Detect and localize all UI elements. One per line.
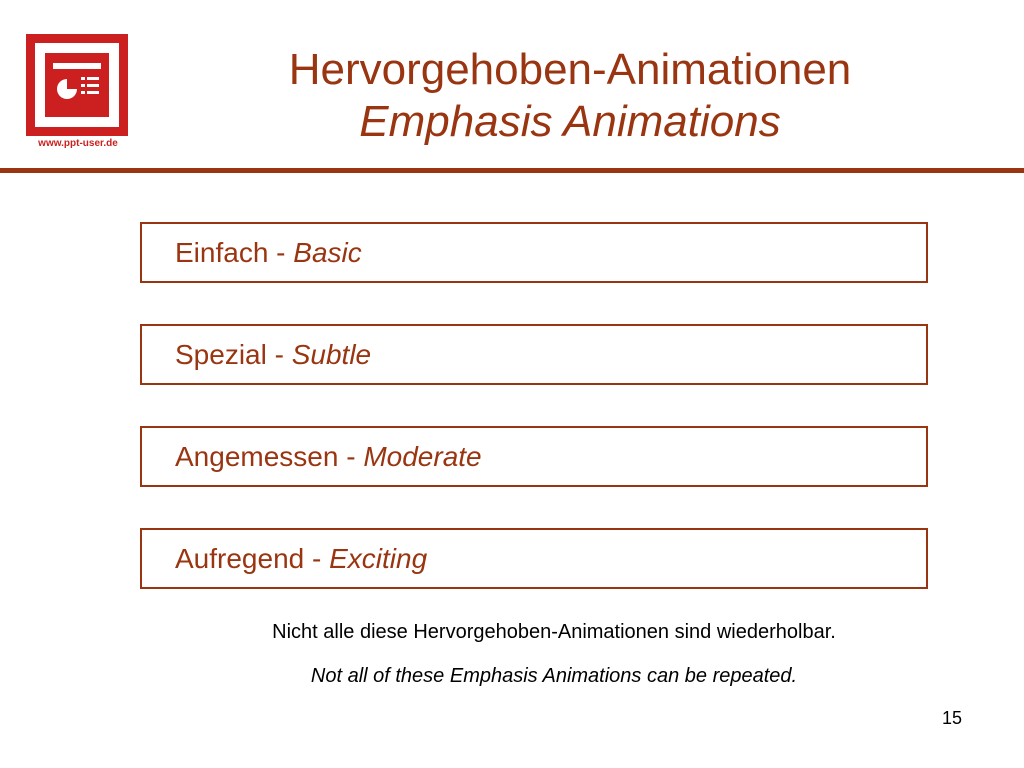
logo bbox=[26, 34, 128, 136]
item-label-en: Exciting bbox=[329, 543, 428, 574]
item-subtle[interactable] bbox=[140, 324, 928, 385]
note-german: Nicht alle diese Hervorgehoben-Animationen sind wiederholbar. bbox=[272, 621, 836, 643]
item-label-de: Angemessen - bbox=[175, 441, 364, 472]
title-divider bbox=[0, 168, 1024, 173]
page-number: 15 bbox=[941, 708, 962, 728]
slide-title bbox=[180, 44, 960, 148]
item-basic[interactable] bbox=[140, 222, 928, 283]
item-moderate[interactable] bbox=[140, 426, 928, 487]
item-label-en: Basic bbox=[293, 237, 362, 268]
note-english: Not all of these Emphasis Animations can be repeated. bbox=[310, 665, 798, 687]
item-label-de: Einfach - bbox=[175, 237, 294, 268]
item-label-en: Subtle bbox=[291, 339, 372, 370]
presentation-icon bbox=[45, 53, 109, 117]
title-sub: Emphasis Animations bbox=[359, 97, 781, 146]
item-label-de: Aufregend - bbox=[175, 543, 330, 574]
logo-url: www.ppt-user.de bbox=[38, 138, 118, 149]
item-exciting[interactable] bbox=[140, 528, 928, 589]
item-label-de: Spezial - bbox=[175, 339, 292, 370]
item-label-en: Moderate bbox=[363, 441, 482, 472]
title-main: Hervorgehoben-Animationen bbox=[288, 45, 852, 94]
